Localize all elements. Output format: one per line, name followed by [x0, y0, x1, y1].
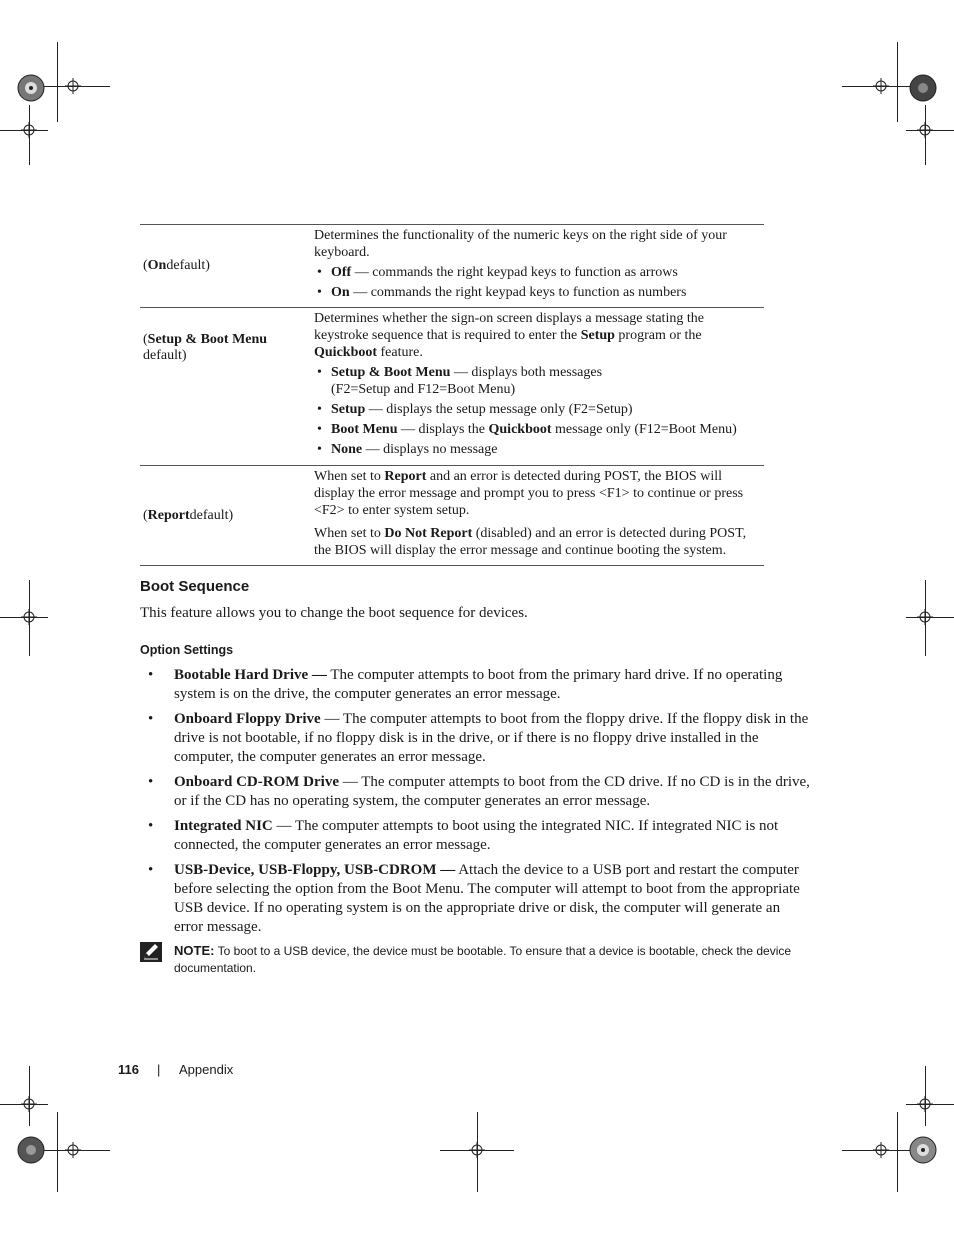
- registration-mark-icon: [917, 1096, 933, 1112]
- list-item: • Onboard Floppy Drive — The computer attempts to boot from the floppy drive. If the floppy disk in the drive is not bootable, if no floppy disk is in the drive, or if there is no floppy drive installed in the computer, the computer generates an error message.: [148, 711, 809, 765]
- list-item: • None — displays no message: [317, 442, 498, 457]
- default-cell: [140, 466, 312, 565]
- list-item: • On — commands the right keypad keys to function as numbers: [317, 285, 687, 300]
- option-name: None: [331, 442, 363, 457]
- list-item: • USB-Device, USB-Floppy, USB-CDROM — Attach the device to a USB port and restart the computer before selecting the option from the Boot Menu. The computer will attempt to boot from the appropriate USB device. If no operating system is on the appropriate drive or disk, the computer will generate an error message.: [148, 862, 800, 935]
- option-name: Bootable Hard Drive —: [174, 667, 327, 683]
- registration-mark-icon: [65, 1142, 81, 1158]
- color-target-icon: [17, 74, 45, 102]
- subsection-title: Option Settings: [140, 643, 234, 657]
- option-list: [140, 666, 812, 943]
- registration-mark-icon: [469, 1142, 485, 1158]
- option-text: — displays the: [397, 422, 489, 437]
- list-item: • Bootable Hard Drive — The computer attempts to boot from the primary hard drive. If no operating system is on the drive, the computer generates an error message.: [148, 667, 783, 702]
- cell-text: default): [166, 258, 210, 273]
- cell-text: (: [143, 332, 148, 347]
- registration-mark-icon: [21, 1096, 37, 1112]
- table-row: [140, 308, 764, 466]
- registration-mark-icon: [65, 78, 81, 94]
- default-cell: [140, 308, 312, 465]
- option-name: Onboard Floppy Drive: [174, 711, 321, 727]
- option-text: Attach the device to a USB port and restart the computer before selecting the option from the Boot Menu. The computer will attempt to boot from the appropriate USB device. If no operating system is on the appropriate drive or disk, the computer will generate an error message.: [174, 862, 800, 935]
- description-cell: [312, 308, 764, 465]
- note-text: To boot to a USB device, the device must be bootable. To ensure that a device is bootable, check the device documentation.: [174, 944, 792, 975]
- description-text: When set to Do Not Report (disabled) and an error is detected during POST, the BIOS will display the error message and continue booting the system.: [314, 526, 747, 558]
- default-cell: [140, 225, 312, 307]
- cell-text: default): [189, 507, 234, 523]
- list-item: • Boot Menu — displays the Quickboot message only (F12=Boot Menu): [317, 422, 737, 437]
- cell-text: (: [143, 258, 148, 273]
- registration-mark-icon: [917, 609, 933, 625]
- registration-mark-icon: [21, 609, 37, 625]
- note-box: [140, 942, 800, 977]
- option-name: Onboard CD-ROM Drive: [174, 774, 339, 790]
- registration-mark-icon: [917, 122, 933, 138]
- option-name: Setup & Boot Menu: [331, 365, 451, 380]
- description-text: Determines whether the sign-on screen displays a message stating the keystroke sequence that is required to enter the Setup program or the Quickboot feature.: [314, 311, 704, 360]
- option-text: — displays both messages (F2=Setup and F12=Boot Menu): [331, 365, 603, 397]
- option-text: The computer attempts to boot from the primary hard drive. If no operating system is on the drive, the computer generates an error message.: [174, 667, 783, 702]
- section-title: Boot Sequence: [140, 578, 250, 595]
- table-row: [140, 466, 764, 566]
- color-target-icon: [17, 1136, 45, 1164]
- color-target-icon: [909, 1136, 937, 1164]
- description-text: Determines the functionality of the numeric keys on the right side of your keyboard.: [314, 228, 727, 260]
- option-name: Integrated NIC: [174, 818, 273, 834]
- cell-value: Setup & Boot Menu: [147, 332, 268, 347]
- option-name: On: [331, 285, 350, 300]
- cell-text: (: [143, 507, 148, 523]
- option-text: — The computer attempts to boot from the CD drive. If no CD is in the drive, or if the CD has no operating system, the computer generates an error message.: [174, 774, 810, 809]
- cell-value: On: [147, 258, 167, 273]
- note-label: NOTE:: [174, 943, 215, 958]
- cell-value: Report: [147, 507, 190, 523]
- cell-text: default): [143, 348, 187, 363]
- list-item: • Off — commands the right keypad keys to function as arrows: [317, 265, 678, 280]
- page-number: 116: [118, 1062, 139, 1077]
- registration-mark-icon: [873, 78, 889, 94]
- option-text: — commands the right keypad keys to function as arrows: [351, 265, 678, 280]
- description-cell: [312, 225, 764, 307]
- list-item: • Onboard CD-ROM Drive — The computer attempts to boot from the CD drive. If no CD is in the drive, or if the CD has no operating system, the computer generates an error message.: [148, 774, 810, 809]
- registration-mark-icon: [873, 1142, 889, 1158]
- option-name: Quickboot: [488, 422, 552, 437]
- option-name: Setup: [331, 402, 366, 417]
- intro-text: This feature allows you to change the boot sequence for devices.: [140, 605, 528, 621]
- list-item: • Integrated NIC — The computer attempts to boot using the integrated NIC. If integrated NIC is not connected, the computer generates an error message.: [148, 818, 779, 853]
- option-text: — displays the setup message only (F2=Setup): [365, 402, 633, 417]
- table-row: [140, 225, 764, 308]
- option-text: — commands the right keypad keys to function as numbers: [349, 285, 687, 300]
- list-item: • Setup — displays the setup message only (F2=Setup): [317, 402, 633, 417]
- option-text: — displays no message: [362, 442, 498, 457]
- footer-section: Appendix: [179, 1062, 234, 1077]
- description-cell: [312, 466, 764, 565]
- settings-table: [140, 224, 764, 566]
- option-name: Off: [331, 265, 352, 280]
- description-text: When set to Report and an error is detected during POST, the BIOS will display the error message and prompt you to press <F1> to continue or press <F2> to enter system setup.: [314, 469, 744, 518]
- pencil-note-icon: [140, 942, 174, 977]
- list-item: • Setup & Boot Menu — displays both messages (F2=Setup and F12=Boot Menu): [317, 365, 603, 397]
- option-name: USB-Device, USB-Floppy, USB-CDROM —: [174, 862, 456, 878]
- footer-separator: |: [157, 1062, 161, 1077]
- option-text: message only (F12=Boot Menu): [551, 422, 737, 437]
- option-text: — The computer attempts to boot from the floppy drive. If the floppy disk in the drive is not bootable, if no floppy disk is in the drive, or if there is no floppy drive installed in the computer, the computer generates an error message.: [174, 711, 809, 765]
- registration-mark-icon: [21, 122, 37, 138]
- option-name: Boot Menu: [331, 422, 398, 437]
- color-target-icon: [909, 74, 937, 102]
- option-text: — The computer attempts to boot using the integrated NIC. If integrated NIC is not connected, the computer generates an error message.: [174, 818, 779, 853]
